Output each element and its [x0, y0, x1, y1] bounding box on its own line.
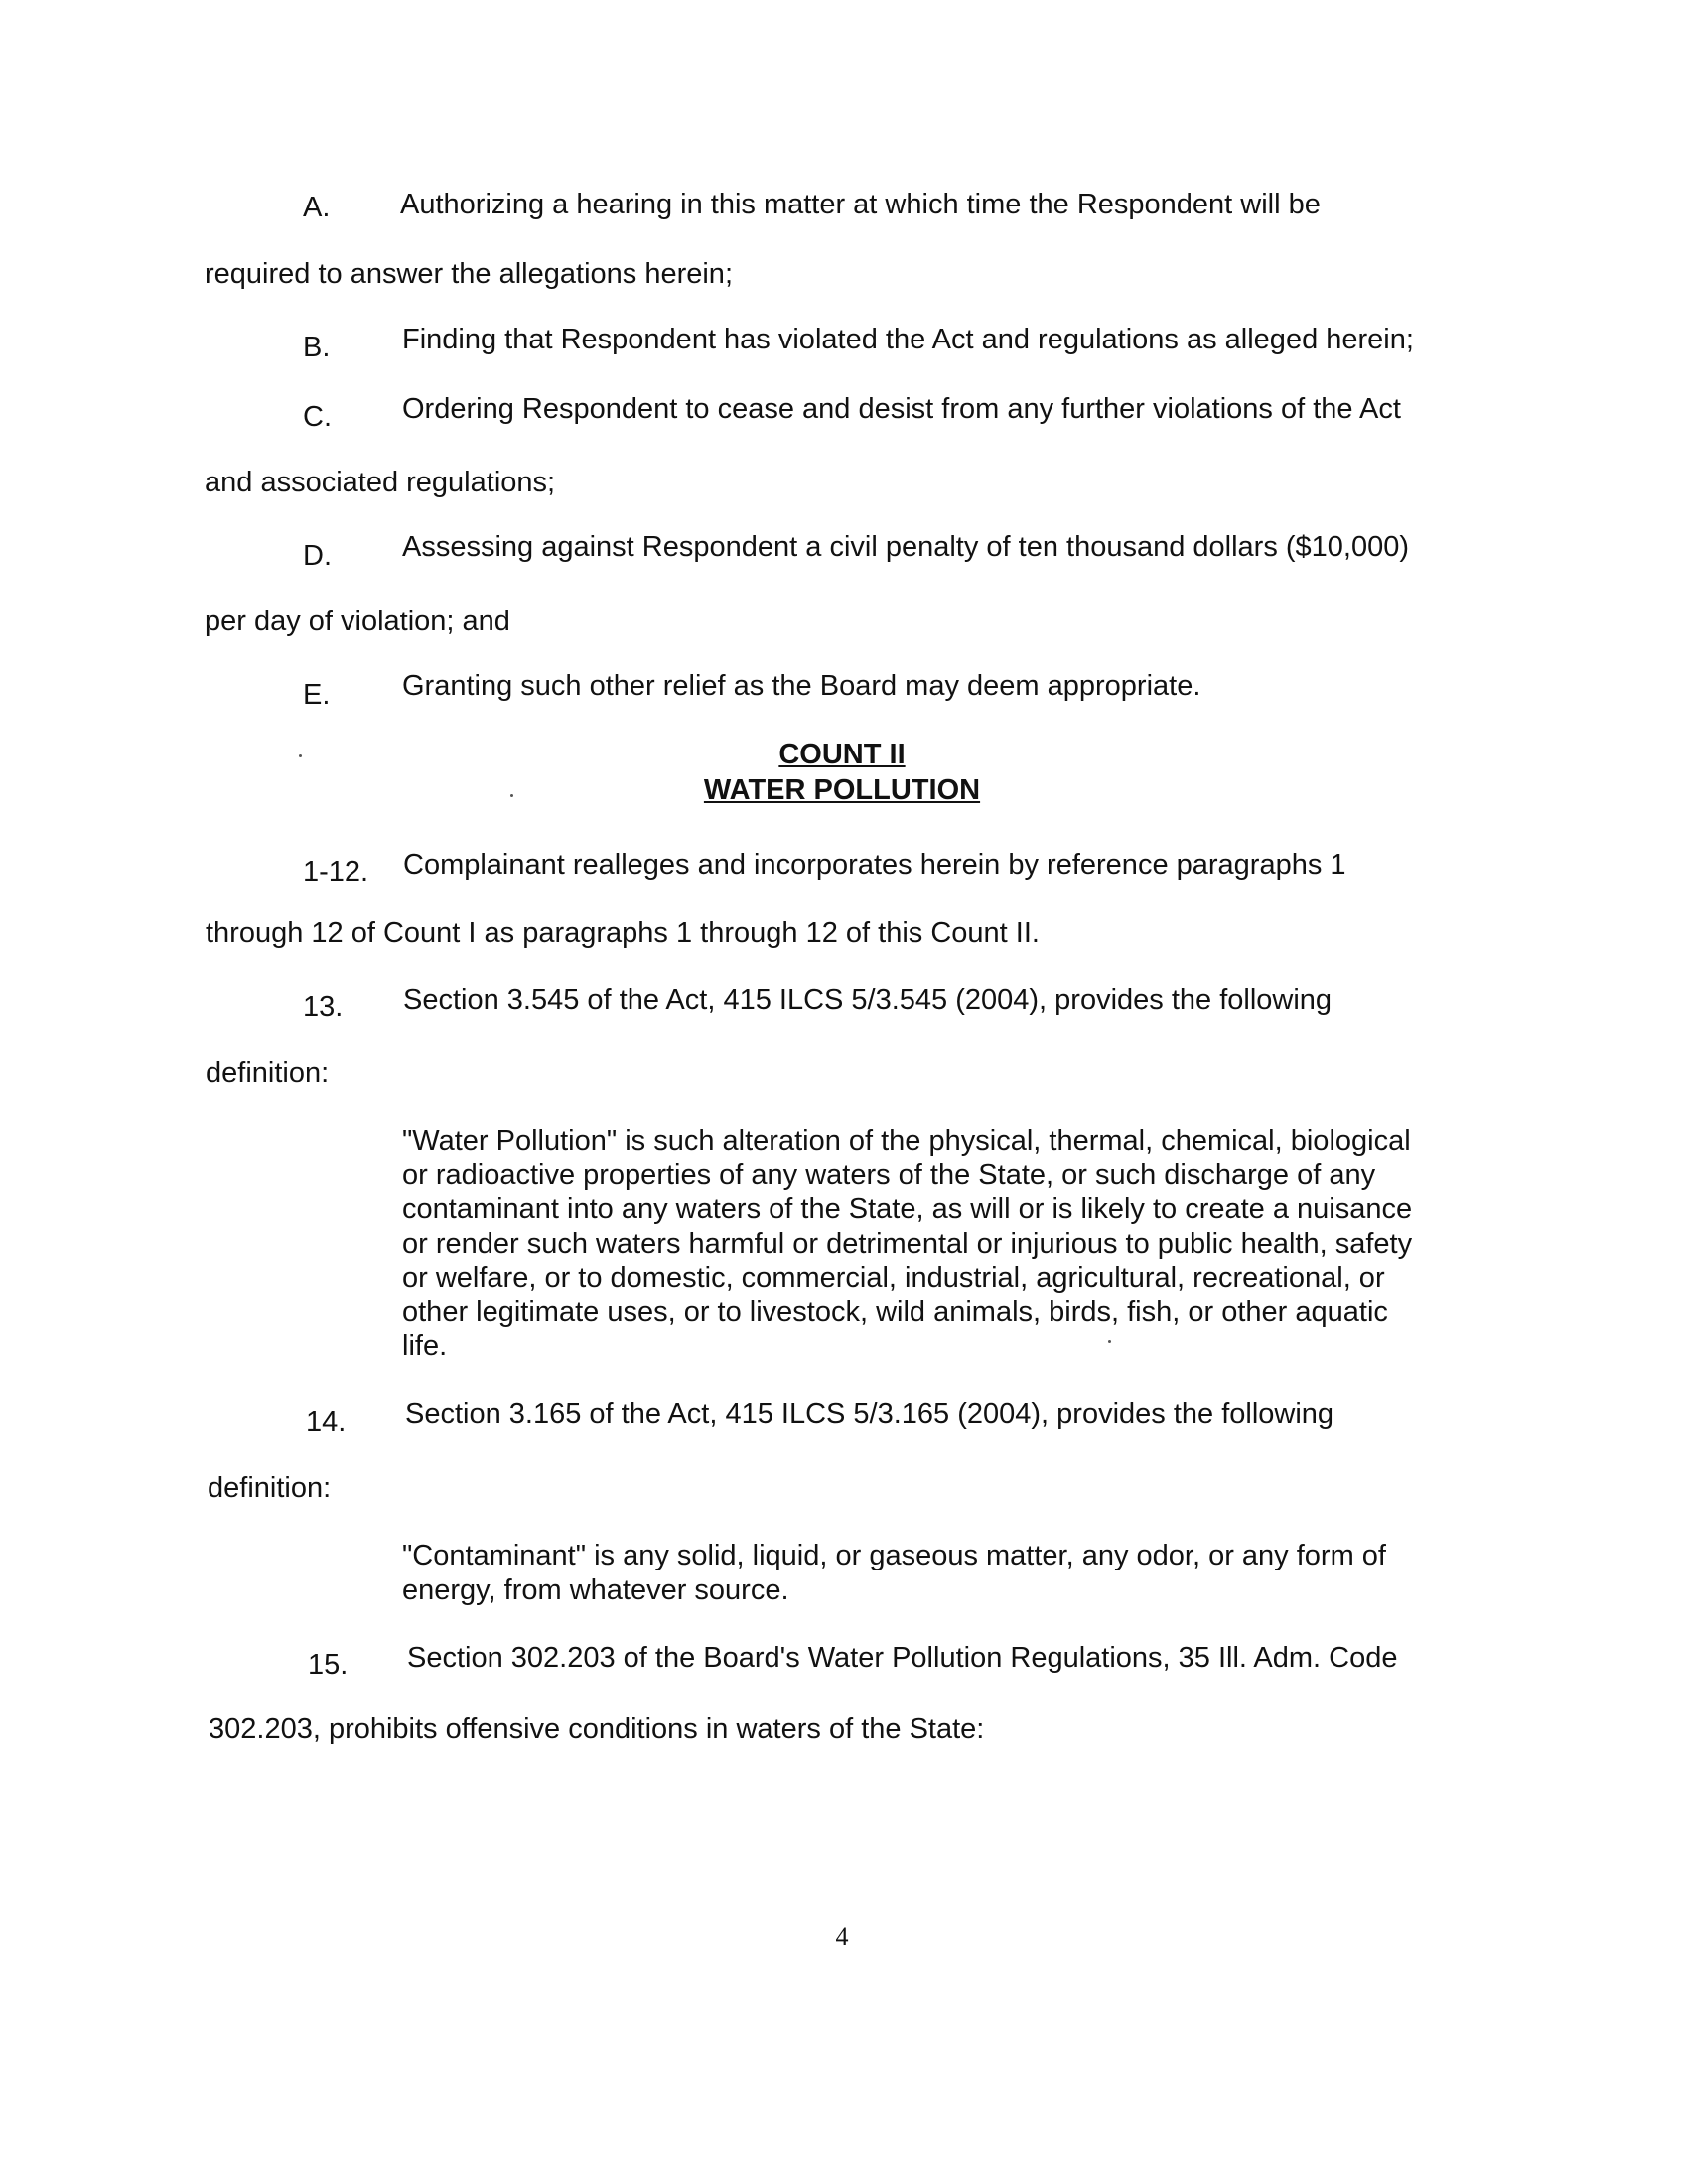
item-c-text-cont: and associated regulations;	[205, 467, 556, 498]
paragraph-13-text-cont: definition:	[206, 1057, 330, 1089]
item-e-text: Granting such other relief as the Board may deem appropriate.	[402, 670, 1201, 702]
quote-line: energy, from whatever source.	[402, 1573, 789, 1606]
item-a-text-cont: required to answer the allegations herein;	[205, 258, 733, 290]
item-d-label: D.	[303, 540, 332, 572]
item-c-label: C.	[303, 401, 332, 433]
quote-line: "Contaminant" is any solid, liquid, or gaseous matter, any odor, or any form of	[402, 1540, 1386, 1571]
quote-line: other legitimate uses, or to livestock, wild animals, birds, fish, or other aquatic	[402, 1296, 1388, 1328]
paragraph-13-text: Section 3.545 of the Act, 415 ILCS 5/3.545 (2004), provides the following	[403, 984, 1333, 1016]
paragraph-1-12-text-cont: through 12 of Count I as paragraphs 1 through 12 of this Count II.	[206, 917, 1040, 949]
quote-line: or welfare, or to domestic, commercial, industrial, agricultural, recreational, or	[402, 1262, 1385, 1294]
contaminant-definition	[402, 1539, 1474, 1607]
item-d-text: Assessing against Respondent a civil penalty of ten thousand dollars ($10,000)	[402, 531, 1410, 563]
item-a-text: Authorizing a hearing in this matter at which time the Respondent will be	[400, 189, 1321, 220]
item-d-text-cont: per day of violation; and	[205, 606, 510, 637]
paragraph-14-number: 14.	[306, 1406, 347, 1437]
water-pollution-definition	[402, 1124, 1474, 1364]
paragraph-15-text-cont: 302.203, prohibits offensive conditions in waters of the State:	[209, 1713, 985, 1745]
paragraph-1-12-text: Complainant realleges and incorporates herein by reference paragraphs 1	[403, 849, 1346, 881]
item-b-label: B.	[303, 332, 331, 363]
quote-line: "Water Pollution" is such alteration of the physical, thermal, chemical, biological	[402, 1125, 1411, 1157]
item-c-text: Ordering Respondent to cease and desist from any further violations of the Act	[402, 393, 1401, 425]
page-number: 4	[835, 1922, 849, 1951]
paragraph-15-text: Section 302.203 of the Board's Water Pollution Regulations, 35 Ill. Adm. Code	[407, 1642, 1398, 1674]
count-heading: COUNT II	[778, 739, 906, 770]
paragraph-14-text: Section 3.165 of the Act, 415 ILCS 5/3.165 (2004), provides the following	[405, 1398, 1334, 1430]
scan-speck	[1108, 1340, 1111, 1343]
item-a-label: A.	[303, 192, 331, 223]
quote-line: life.	[402, 1330, 448, 1362]
quote-line: contaminant into any waters of the State, as will or is likely to create a nuisance	[402, 1193, 1413, 1225]
quote-line: or radioactive properties of any waters of the State, or such discharge of any	[402, 1159, 1376, 1191]
scan-speck	[299, 754, 302, 757]
paragraph-1-12-number: 1-12.	[303, 856, 369, 887]
item-b-text: Finding that Respondent has violated the Act and regulations as alleged herein;	[402, 324, 1414, 355]
count-subheading: WATER POLLUTION	[703, 774, 981, 806]
scan-speck	[510, 794, 513, 797]
paragraph-15-number: 15.	[308, 1649, 349, 1681]
item-e-label: E.	[303, 679, 331, 711]
quote-line: or render such waters harmful or detrimental or injurious to public health, safety	[402, 1227, 1413, 1260]
paragraph-14-text-cont: definition:	[208, 1472, 332, 1504]
paragraph-13-number: 13.	[303, 991, 344, 1023]
